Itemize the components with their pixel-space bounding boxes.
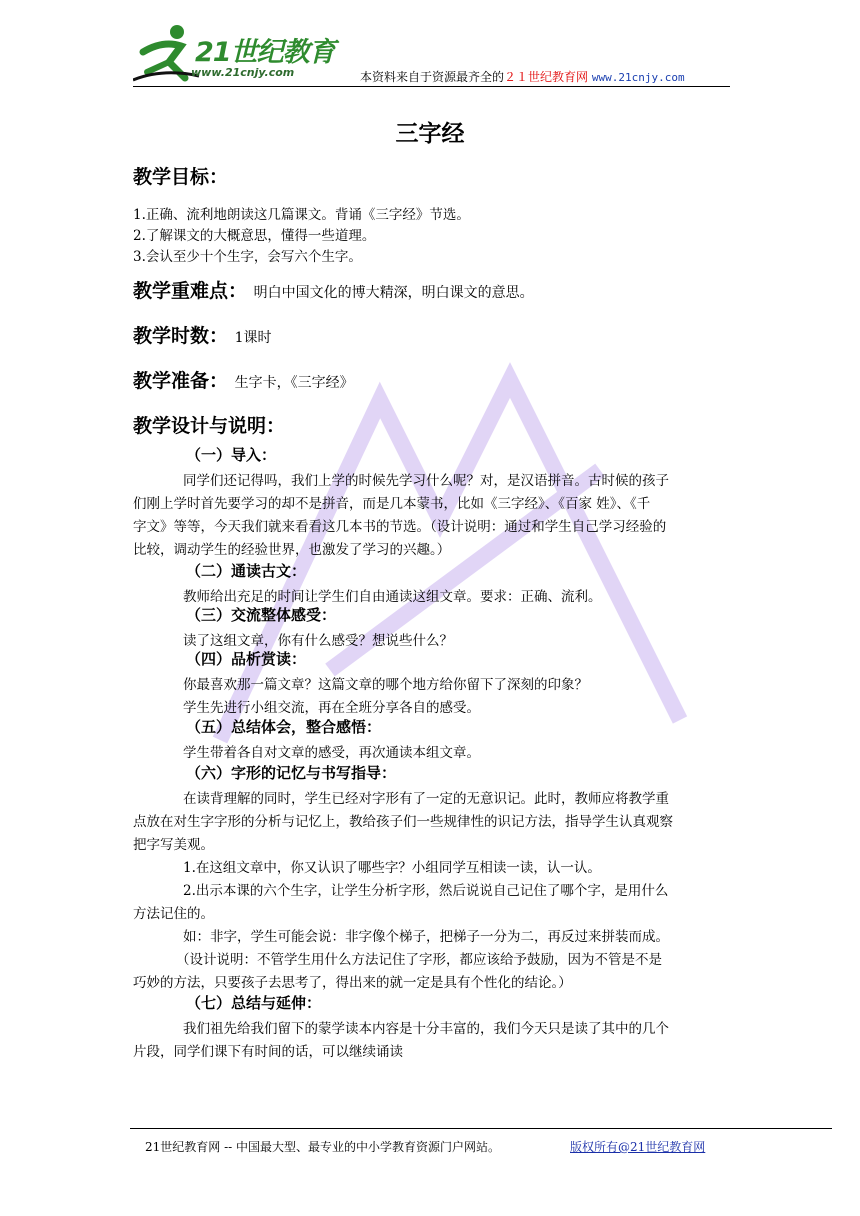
paragraph-line: 学生带着各自对文章的感受，再次通读本组文章。 xyxy=(183,745,480,761)
key-points-heading: 教学重难点： xyxy=(133,280,248,302)
section-title: （三）交流整体感受： xyxy=(186,606,337,624)
logo-url: www.21cnjy.com xyxy=(191,66,295,79)
paragraph-line: 教师给出充足的时间让学生们自由通读这组文章。要求：正确、流利。 xyxy=(183,589,602,605)
footer-text: 21世纪教育网 -- 中国最大型、最专业的中小学教育资源门户网站。 xyxy=(145,1140,501,1154)
paragraph-line: 把字写美观。 xyxy=(133,837,214,853)
header-url-link[interactable]: www.21cnjy.com xyxy=(591,71,685,84)
section-title: （七）总结与延伸： xyxy=(186,994,322,1012)
footer-divider xyxy=(130,1128,832,1129)
paragraph-line: 片段，同学们课下有时间的话，可以继续诵读 xyxy=(133,1044,403,1060)
copyright-link[interactable]: 版权所有@21世纪教育网 xyxy=(570,1140,706,1154)
preparation-value: 生字卡，《三字经》 xyxy=(234,375,354,391)
section-title: （六）字形的记忆与书写指导： xyxy=(186,764,397,782)
section-title: （二）通读古文： xyxy=(186,562,307,580)
header-note xyxy=(360,68,685,85)
paragraph-line: 学生先进行小组交流，再在全班分享各自的感受。 xyxy=(183,700,480,716)
section-title: （五）总结体会，整合感悟： xyxy=(186,718,382,736)
objective-item: 3.会认至少十个生字，会写六个生字。 xyxy=(133,249,362,265)
logo-text: 21世纪教育 xyxy=(195,37,335,68)
key-points-value: 明白中国文化的博大精深，明白课文的意思。 xyxy=(253,285,534,301)
objective-item: 1.正确、流利地朗读这几篇课文。背诵《三字经》节选。 xyxy=(133,207,470,223)
paragraph-line: 字文》等等，今天我们就来看看这几本书的节选。（设计说明：通过和学生自己学习经验的 xyxy=(133,519,667,535)
paragraph-line: 我们祖先给我们留下的蒙学读本内容是十分丰富的，我们今天只是读了其中的几个 xyxy=(183,1021,669,1037)
paragraph-line: 同学们还记得吗，我们上学的时候先学习什么呢？对，是汉语拼音。古时候的孩子 xyxy=(183,473,669,489)
paragraph-line: 2.出示本课的六个生字，让学生分析字形，然后说说自己记住了哪个字，是用什么 xyxy=(183,883,669,899)
preparation-row xyxy=(133,366,354,393)
paragraph-line: 你最喜欢那一篇文章？这篇文章的哪个地方给你留下了深刻的印象？ xyxy=(183,677,588,693)
paragraph-line: 巧妙的方法，只要孩子去思考了，得出来的就一定是具有个性化的结论。） xyxy=(133,975,572,991)
key-points-row xyxy=(133,276,534,303)
objective-item: 2.了解课文的大概意思，懂得一些道理。 xyxy=(133,228,376,244)
header-note-prefix: 本资料来自于资源最齐全的 xyxy=(360,70,505,84)
objectives-heading: 教学目标： xyxy=(133,166,229,188)
paragraph-line: （设计说明：不管学生用什么方法记住了字形，都应该给予鼓励，因为不管是不是 xyxy=(176,952,662,968)
design-heading: 教学设计与说明： xyxy=(133,415,286,437)
site-logo[interactable] xyxy=(133,22,343,84)
duration-heading: 教学时数： xyxy=(133,325,229,347)
preparation-heading: 教学准备： xyxy=(133,370,229,392)
paragraph-line: 在读背理解的同时，学生已经对字形有了一定的无意识记。此时，教师应将教学重 xyxy=(183,791,669,807)
section-title: （四）品析赏读： xyxy=(186,650,307,668)
paragraph-line: 比较，调动学生的经验世界，也激发了学习的兴趣。） xyxy=(133,542,451,558)
duration-value: 1课时 xyxy=(234,330,272,346)
duration-row xyxy=(133,321,272,348)
section-title: （一）导入： xyxy=(186,446,277,464)
paragraph-line: 方法记住的。 xyxy=(133,906,214,922)
document-title: 三字经 xyxy=(395,120,465,147)
paragraph-line: 点放在对生字字形的分析与记忆上，教给孩子们一些规律性的识记方法，指导学生认真观察 xyxy=(133,814,673,830)
header-site-link[interactable]: ２１世纪教育网 xyxy=(504,70,589,84)
paragraph-line: 读了这组文章，你有什么感受？想说些什么？ xyxy=(183,633,453,649)
paragraph-line: 1.在这组文章中，你又认识了哪些字？小组同学互相读一读，认一认。 xyxy=(183,860,601,876)
header-divider xyxy=(133,86,730,87)
paragraph-line: 们刚上学时首先要学习的却不是拼音，而是几本蒙书，比如《三字经》、《百家 姓》、《千 xyxy=(133,496,651,512)
paragraph-line: 如：非字，学生可能会说：非字像个梯子，把梯子一分为二，再反过来拼装而成。 xyxy=(183,929,669,945)
